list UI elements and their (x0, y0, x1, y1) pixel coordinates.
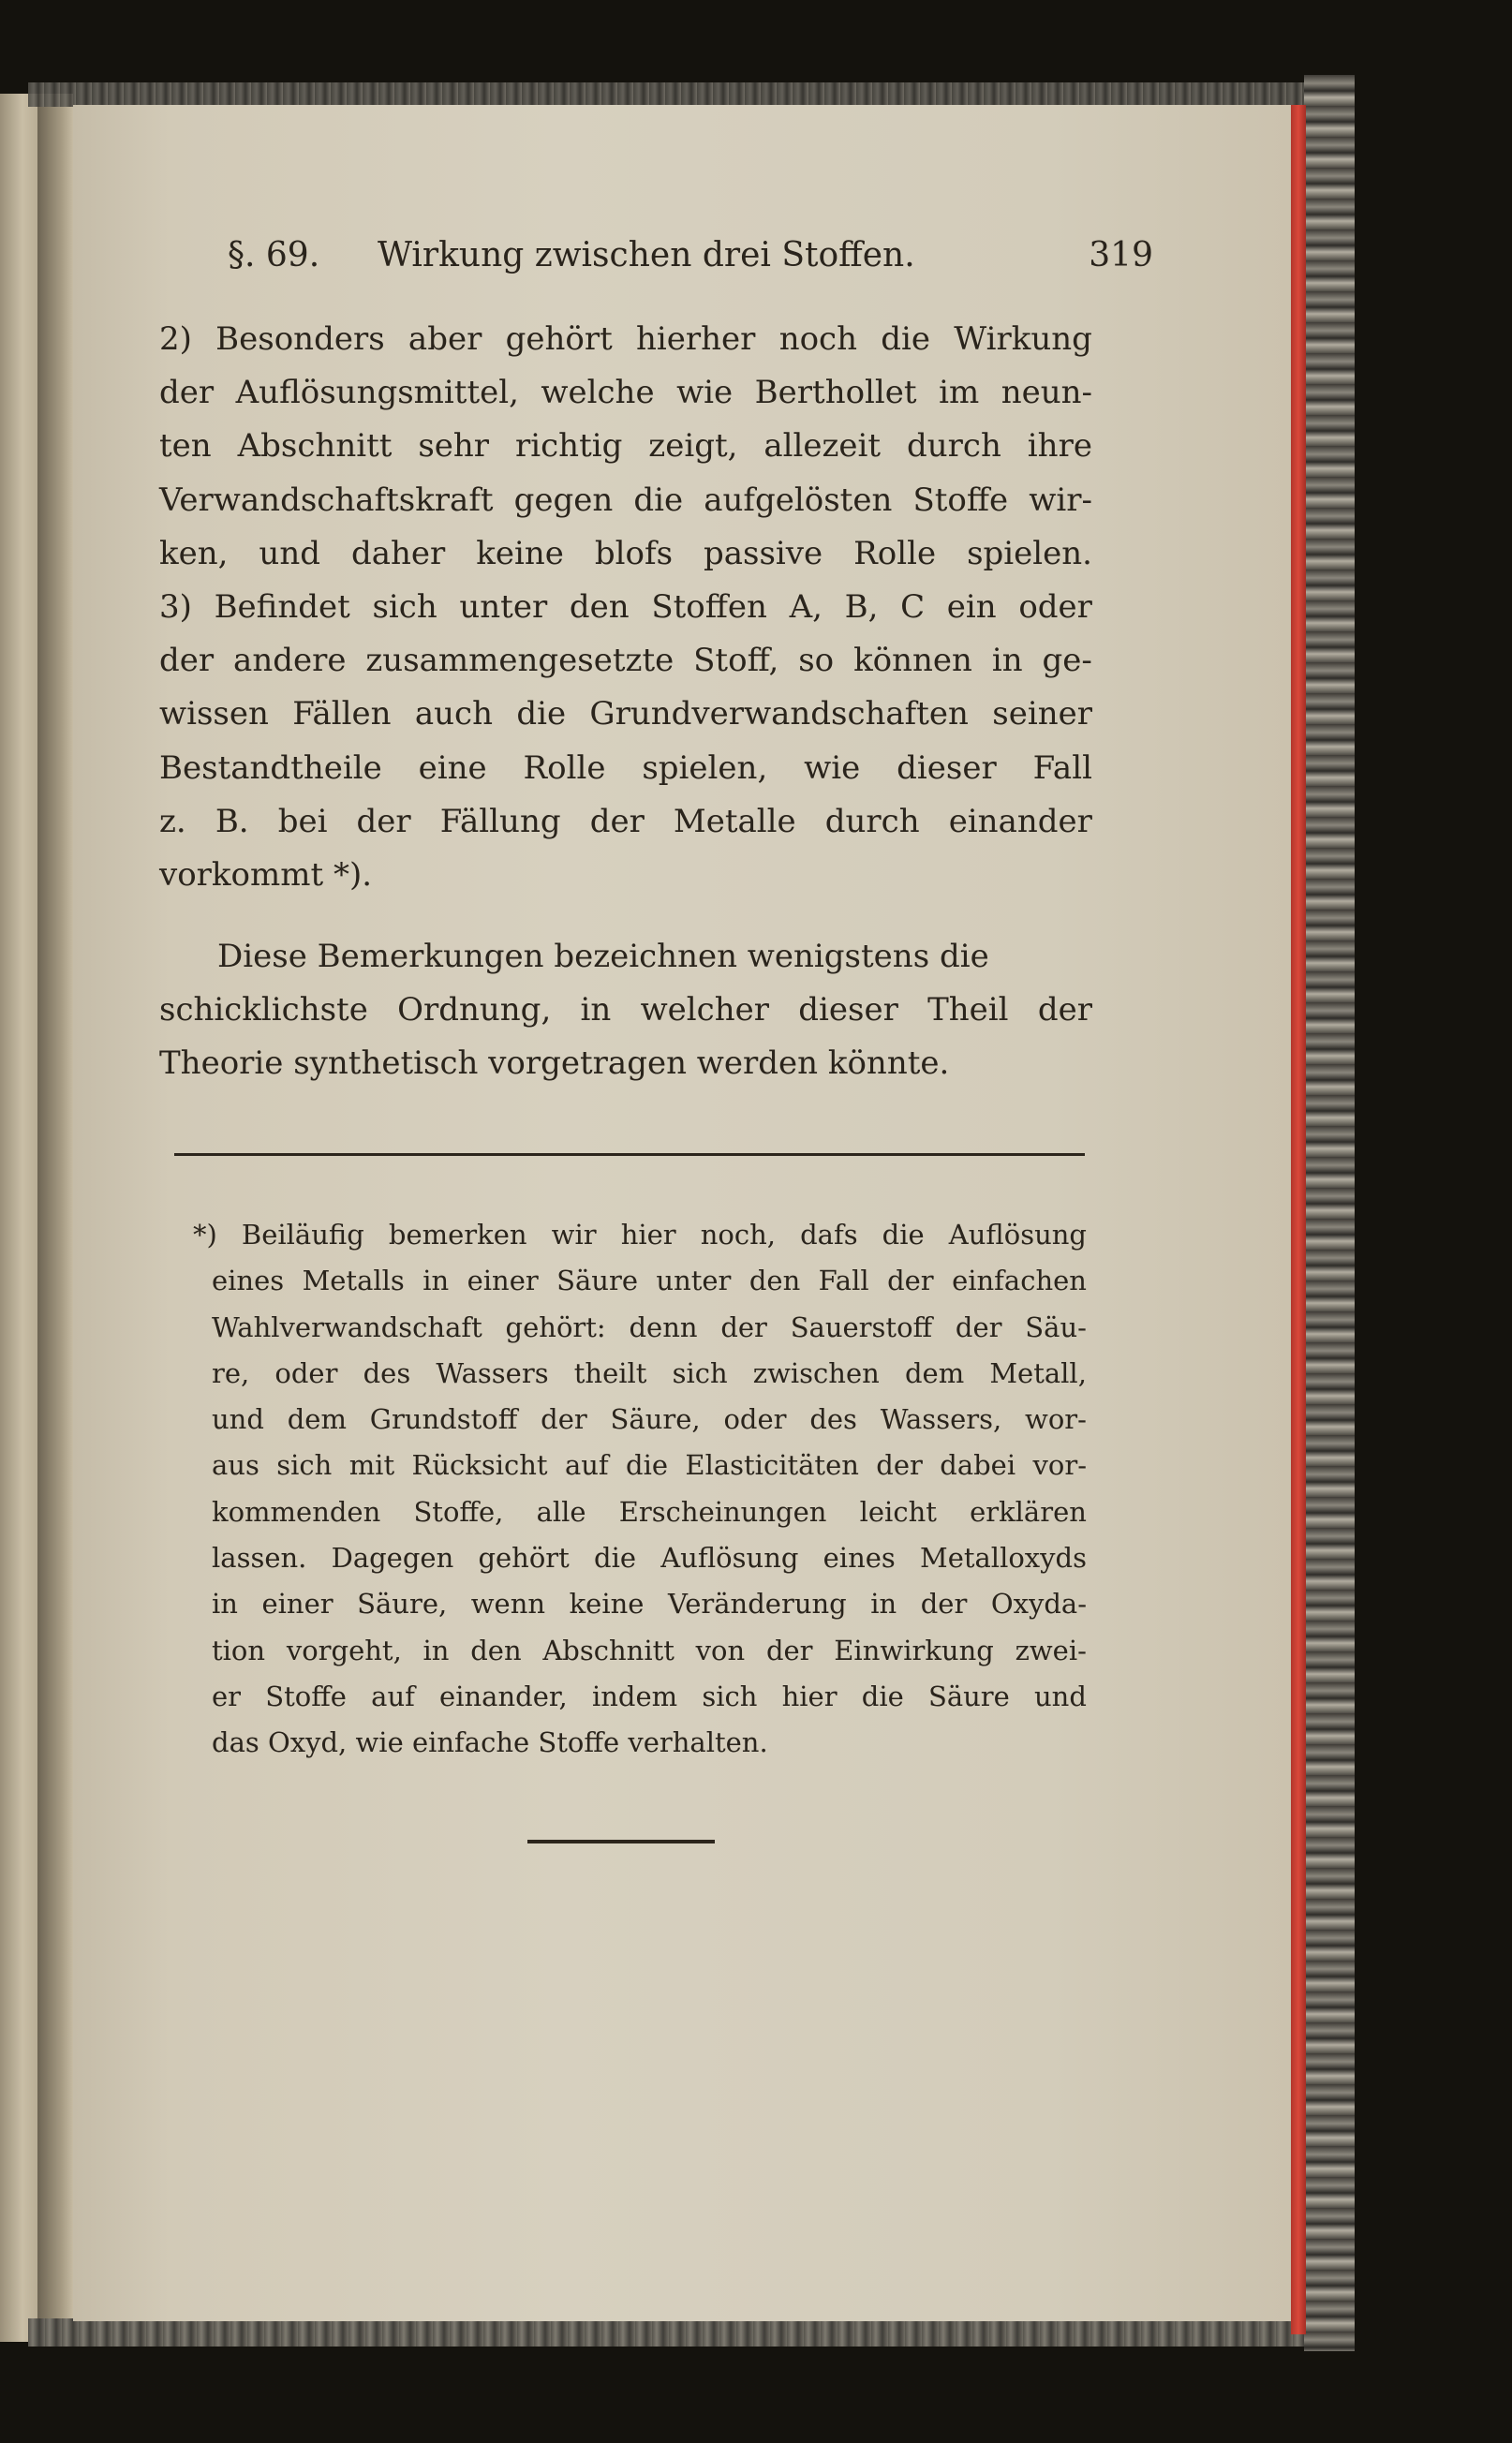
text-line: ten Abschnitt sehr richtig zeigt, allezeit durch ihre (159, 427, 1092, 466)
top-page-edges (28, 82, 1349, 107)
bottom-page-edges (28, 2318, 1349, 2347)
footnote-line: Wahlverwandschaft gehört: denn der Sauerstoff der Säu- (212, 1310, 1087, 1343)
footnote-line: er Stoffe auf einander, indem sich hier die Säure und (212, 1680, 1087, 1712)
text-line: 3) Befindet sich unter den Stoffen A, B, C ein oder (159, 587, 1092, 626)
section-number: §. 69. (228, 236, 320, 274)
text-line: Bestandtheile eine Rolle spielen, wie dieser Fall (159, 748, 1092, 787)
footnote-line: re, oder des Wassers theilt sich zwischen dem Metall, (212, 1356, 1087, 1389)
end-rule (527, 1840, 715, 1843)
text-line: vorkommt *). (159, 855, 373, 894)
footnote-line: das Oxyd, wie einfache Stoffe verhalten. (212, 1726, 768, 1759)
text-line: Theorie synthetisch vorgetragen werden könnte. (159, 1044, 950, 1083)
book-gutter (37, 94, 73, 2342)
footnote-line: lassen. Dagegen gehört die Auflösung eines Metalloxyds (212, 1542, 1087, 1575)
text-line: 2) Besonders aber gehört hierher noch die Wirkung (159, 320, 1092, 358)
text-line: Diese Bemerkungen bezeichnen wenigstens die (217, 938, 989, 976)
text-line: der andere zusammengesetzte Stoff, so können in ge- (159, 642, 1092, 680)
footnote-line: und dem Grundstoff der Säure, oder des Wassers, wor- (212, 1403, 1087, 1436)
text-line: z. B. bei der Fällung der Metalle durch einander (159, 802, 1092, 840)
footnote-line: tion vorgeht, in den Abschnitt von der Einwirkung zwei- (212, 1634, 1087, 1666)
footnote-separator (174, 1153, 1085, 1156)
text-line: wissen Fällen auch die Grundverwandschaften seiner (159, 695, 1092, 733)
footnote-line: in einer Säure, wenn keine Veränderung in der Oxyda- (212, 1588, 1087, 1621)
running-header (228, 236, 1153, 292)
marbled-cover-edge (1304, 75, 1355, 2351)
red-page-edge (1291, 105, 1306, 2334)
main-text (159, 313, 1092, 1091)
footnote-line: aus sich mit Rücksicht auf die Elasticitäten der dabei vor- (212, 1449, 1087, 1482)
text-line: ken, und daher keine blofs passive Rolle spielen. (159, 534, 1092, 572)
footnote (193, 1212, 1087, 1767)
paragraph-gap (159, 902, 1092, 930)
left-page-edge (0, 94, 37, 2342)
footnote-line: *) Beiläufig bemerken wir hier noch, dafs die Auflösung (193, 1219, 1087, 1251)
footnote-line: kommenden Stoffe, alle Erscheinungen leicht erklären (212, 1495, 1087, 1528)
text-line: der Auflösungsmittel, welche wie Berthollet im neun- (159, 374, 1092, 412)
footnote-line: eines Metalls in einer Säure unter den Fall der einfachen (212, 1265, 1087, 1297)
running-title: Wirkung zwischen drei Stoffen. (378, 236, 915, 274)
page-number: 319 (1089, 236, 1153, 274)
text-line: Verwandschaftskraft gegen die aufgelösten Stoffe wir- (159, 481, 1092, 519)
text-line: schicklichste Ordnung, in welcher dieser Theil der (159, 991, 1092, 1029)
book-page (73, 105, 1291, 2321)
